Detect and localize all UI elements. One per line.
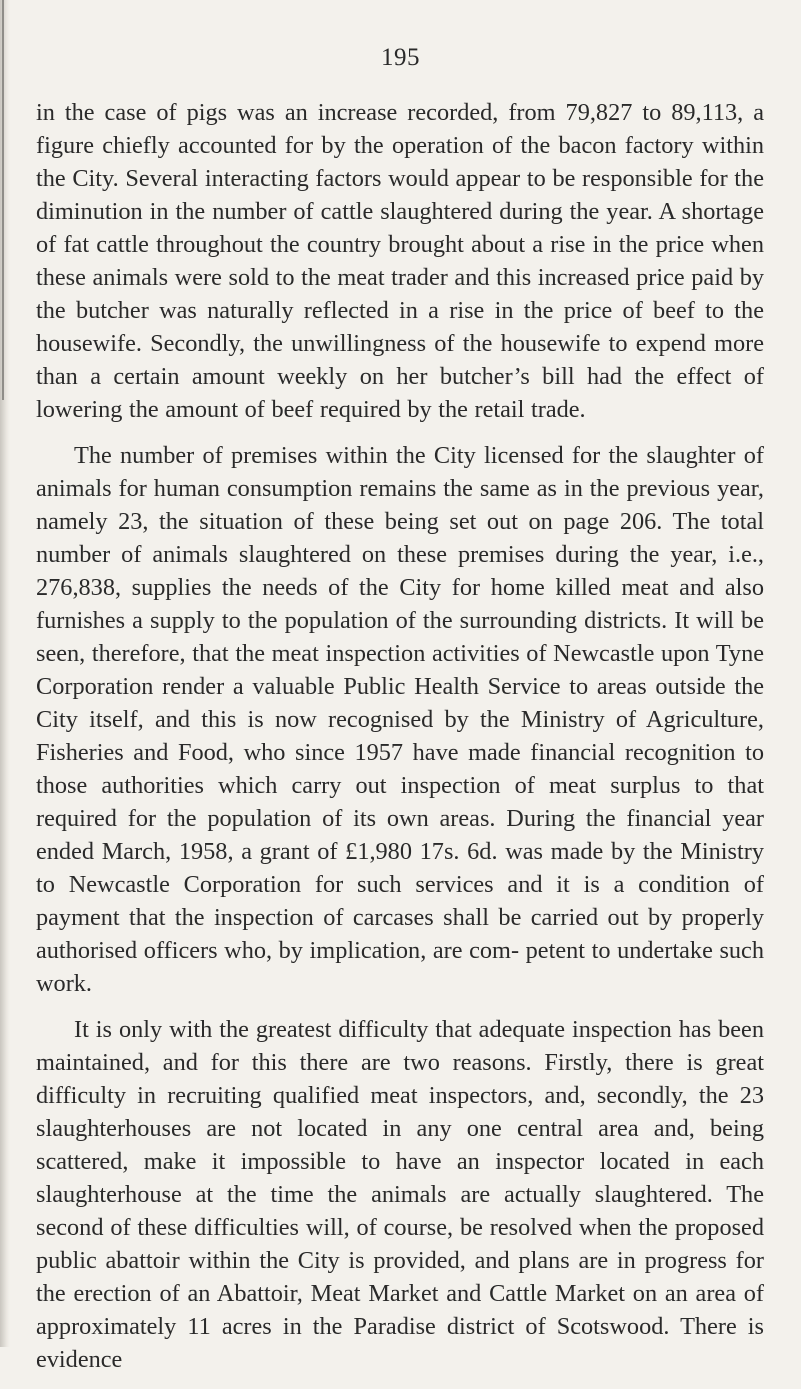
paragraph-continuation: in the case of pigs was an increase recorded, from 79,827 to 89,113, a figure chiefly accounted for by the operation of the bacon factory within the City. Several interacting factors would appear to be responsible for the diminution in the number of cattle slaughtered during the year. A shortage of fat cattle throughout the country brought about a rise in the price when these animals were sold to the meat trader and this increased price paid by the butcher was naturally reflected in a rise in the price of beef to the housewife. Secondly, the unwillingness of the housewife to expend more than a certain amount weekly on her butcher’s bill had the effect of lowering the amount of beef required by the retail trade. — [36, 99, 764, 423]
paragraph-inspection: It is only with the greatest difficulty that adequate inspection has been maintained, and for this there are two reasons. Firstly, there is great difficulty in recruiting qualified meat inspectors, and, secondly, the 23 slaughterhouses are not located in any one central area and, being scattered, make it impossible to have an inspector located in each slaughterhouse at the time the animals are actually slaughtered. The second of these difficulties will, of course, be resolved when the proposed public abattoir within the City is provided, and plans are in progress for the erection of an Abattoir, Meat Market and Cattle Market on an area of approximately 11 acres in the Paradise district of Scotswood. There is evidence — [36, 1016, 764, 1373]
paragraph-premises: The number of premises within the City licensed for the slaughter of animals for human consumption remains the same as in the previous year, namely 23, the situation of these being set out on page 206. The total number of animals slaughtered on these premises during the year, i.e., 276,838, supplies the needs of the City for home killed meat and also furnishes a supply to the population of the surrounding districts. It will be seen, therefore, that the meat inspection activities of Newcastle upon Tyne Corporation render a valuable Public Health Service to areas outside the City itself, and this is now recognised by the Ministry of Agriculture, Fisheries and Food, who since 1957 have made financial recognition to those authorities which carry out inspection of meat surplus to that required for the population of its own areas. During the financial year ended March, 1958, a grant of £1,980 17s. 6d. was made by the Ministry to Newcastle Corporation for such services and it is a condition of payment that the inspection of carcases shall be carried out by properly authorised officers who, by implication, are com- petent to undertake such work. — [36, 442, 764, 997]
body-text — [36, 96, 764, 1389]
page-number: 195 — [381, 44, 420, 71]
